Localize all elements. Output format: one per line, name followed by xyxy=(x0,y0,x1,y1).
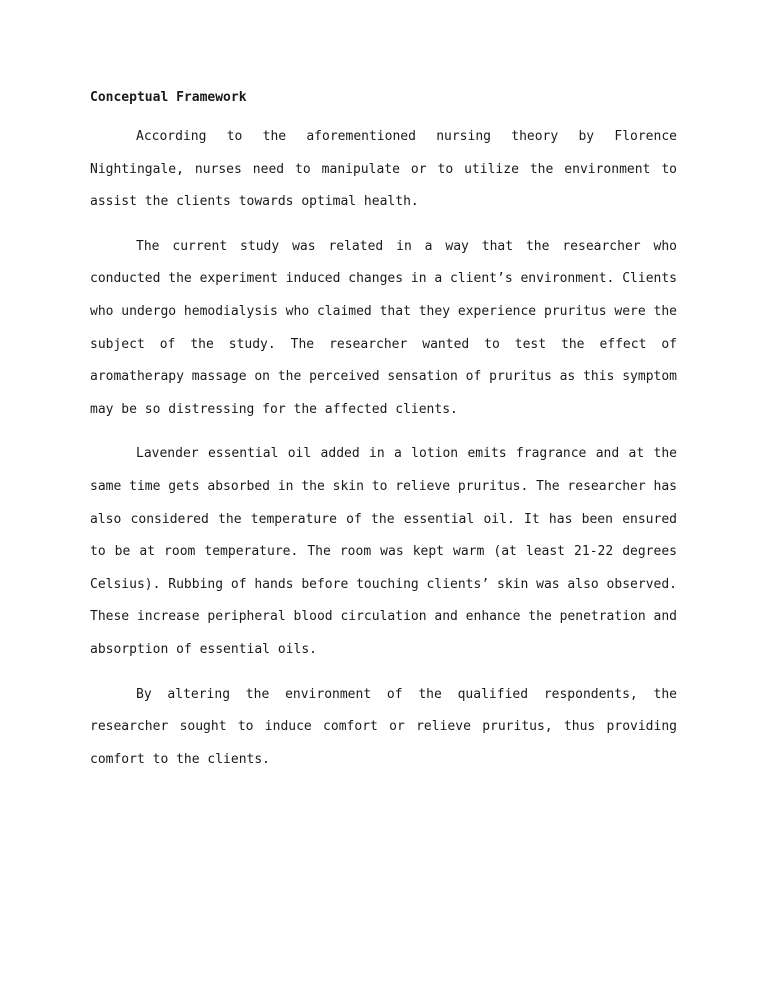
paragraph-1: According to the aforementioned nursing theory by Florence Nightingale, nurses need to manipulate or to utilize the environment to assist the clients towards optimal health. xyxy=(90,129,677,210)
paragraph-4: By altering the environment of the qualified respondents, the researcher sought to induce comfort or relieve pruritus, thus providing comfort to the clients. xyxy=(90,686,677,767)
document-body xyxy=(90,88,677,788)
paragraph-2: The current study was related in a way that the researcher who conducted the experiment induced changes in a client’s environment. Clients who undergo hemodialysis who claimed that they experience pruritus were the subject of the study. The researcher wanted to test the effect of aromatherapy massage on the perceived sensation of pruritus as this symptom may be so distressing for the affected clients. xyxy=(90,238,677,417)
section-heading: Conceptual Framework xyxy=(90,90,247,105)
paragraph-3: Lavender essential oil added in a lotion emits fragrance and at the same time gets absorbed in the skin to relieve pruritus. The researcher has also considered the temperature of the essential oil. It has been ensured to be at room temperature. The room was kept warm (at least 21-22 degrees Celsius). Rubbing of hands before touching clients’ skin was also observed. These increase peripheral blood circulation and enhance the penetration and absorption of essential oils. xyxy=(90,446,677,657)
